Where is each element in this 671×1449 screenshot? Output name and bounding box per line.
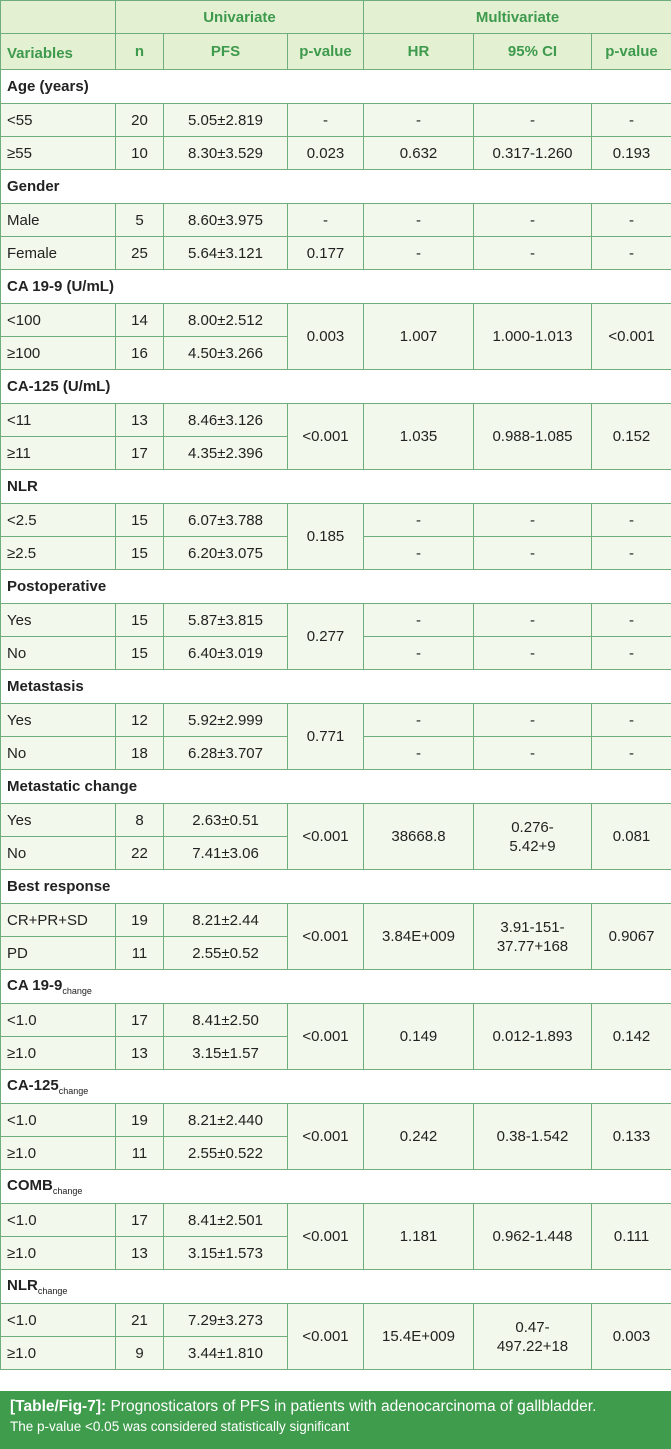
group-row <box>1 670 671 704</box>
pfs-value: 5.87±3.815 <box>164 604 288 637</box>
pvalue-multivariate: 0.133 <box>592 1104 671 1170</box>
caption-main <box>10 1397 661 1417</box>
hr-value: 15.4E+009 <box>364 1304 474 1370</box>
pfs-value: 8.21±2.440 <box>164 1104 288 1137</box>
pvalue-multivariate: - <box>592 204 671 237</box>
header-pvalue-multivariate: p-value <box>592 34 671 70</box>
pfs-value: 2.63±0.51 <box>164 804 288 837</box>
pvalue-multivariate: 0.142 <box>592 1004 671 1070</box>
group-title-text: Postoperative <box>7 578 107 595</box>
group-title <box>1 470 671 504</box>
n-value: 18 <box>116 737 164 770</box>
group-row <box>1 570 671 604</box>
n-value: 12 <box>116 704 164 737</box>
group-title <box>1 870 671 904</box>
hr-value: 1.035 <box>364 404 474 470</box>
category-label: ≥100 <box>1 337 116 370</box>
group-title <box>1 970 671 1004</box>
hr-value: 1.007 <box>364 304 474 370</box>
category-label: CR+PR+SD <box>1 904 116 937</box>
pfs-value: 4.50±3.266 <box>164 337 288 370</box>
table-row <box>1 704 671 737</box>
ci-value: - <box>474 237 592 270</box>
pvalue-univariate: <0.001 <box>288 804 364 870</box>
pvalue-univariate: 0.185 <box>288 504 364 570</box>
category-label: ≥1.0 <box>1 1337 116 1370</box>
category-label: Yes <box>1 804 116 837</box>
n-value: 20 <box>116 104 164 137</box>
ci-value: - <box>474 704 592 737</box>
table-caption <box>0 1391 671 1449</box>
caption-text: Prognosticators of PFS in patients with adenocarcinoma of gallbladder. <box>106 1398 597 1415</box>
n-value: 16 <box>116 337 164 370</box>
pvalue-univariate: <0.001 <box>288 904 364 970</box>
table-row <box>1 104 671 137</box>
n-value: 8 <box>116 804 164 837</box>
hr-value: 0.242 <box>364 1104 474 1170</box>
header-variables: Variables <box>1 34 116 70</box>
group-row <box>1 770 671 804</box>
hr-value: - <box>364 637 474 670</box>
header-95ci: 95% CI <box>474 34 592 70</box>
table-row <box>1 1004 671 1037</box>
ci-value: - <box>474 637 592 670</box>
group-title-subscript: change <box>37 1286 68 1296</box>
pvalue-multivariate: 0.003 <box>592 1304 671 1370</box>
category-label: <11 <box>1 404 116 437</box>
n-value: 9 <box>116 1337 164 1370</box>
header-pvalue-univariate: p-value <box>288 34 364 70</box>
ci-value: 0.988-1.085 <box>474 404 592 470</box>
n-value: 11 <box>116 937 164 970</box>
category-label: PD <box>1 937 116 970</box>
category-label: No <box>1 737 116 770</box>
pfs-value: 8.00±2.512 <box>164 304 288 337</box>
category-label: No <box>1 637 116 670</box>
category-label: <1.0 <box>1 1304 116 1337</box>
n-value: 13 <box>116 1237 164 1270</box>
pfs-value: 6.07±3.788 <box>164 504 288 537</box>
ci-value-line1: 0.276- <box>511 818 554 836</box>
n-value: 19 <box>116 904 164 937</box>
group-title-text: COMB <box>7 1177 53 1194</box>
ci-value-line1: 0.47- <box>515 1318 550 1336</box>
category-label: ≥1.0 <box>1 1137 116 1170</box>
caption-note: The p-value <0.05 was considered statistically significant <box>10 1419 350 1434</box>
group-row <box>1 870 671 904</box>
pvalue-multivariate: - <box>592 737 671 770</box>
group-title-text: Best response <box>7 878 111 895</box>
ci-value: - <box>474 537 592 570</box>
ci-value <box>474 1304 592 1370</box>
ci-value <box>474 904 592 970</box>
category-label: <1.0 <box>1 1204 116 1237</box>
pfs-value: 6.28±3.707 <box>164 737 288 770</box>
hr-value: 0.632 <box>364 137 474 170</box>
group-title-text: NLR <box>7 478 38 495</box>
n-value: 10 <box>116 137 164 170</box>
hr-value: 38668.8 <box>364 804 474 870</box>
group-row <box>1 1270 671 1304</box>
pfs-value: 8.41±2.501 <box>164 1204 288 1237</box>
group-title-text: NLR <box>7 1277 38 1294</box>
pfs-value: 3.15±1.573 <box>164 1237 288 1270</box>
group-title <box>1 170 671 204</box>
category-label: Male <box>1 204 116 237</box>
table-row <box>1 304 671 337</box>
group-row <box>1 270 671 304</box>
table-body <box>1 70 671 1370</box>
category-label: ≥11 <box>1 437 116 470</box>
pvalue-univariate: <0.001 <box>288 1104 364 1170</box>
hr-value: 3.84E+009 <box>364 904 474 970</box>
pvalue-univariate: 0.277 <box>288 604 364 670</box>
category-label: ≥55 <box>1 137 116 170</box>
pvalue-univariate: 0.177 <box>288 237 364 270</box>
ci-value: 0.962-1.448 <box>474 1204 592 1270</box>
ci-value-line2: 37.77+168 <box>496 937 569 955</box>
n-value: 17 <box>116 1004 164 1037</box>
pvalue-univariate: 0.023 <box>288 137 364 170</box>
pfs-value: 5.05±2.819 <box>164 104 288 137</box>
pfs-value: 6.20±3.075 <box>164 537 288 570</box>
ci-value: 0.38-1.542 <box>474 1104 592 1170</box>
ci-value: 1.000-1.013 <box>474 304 592 370</box>
pfs-value: 8.60±3.975 <box>164 204 288 237</box>
pvalue-univariate: - <box>288 104 364 137</box>
hr-value: - <box>364 737 474 770</box>
pvalue-multivariate: 0.152 <box>592 404 671 470</box>
category-label: ≥1.0 <box>1 1237 116 1270</box>
hr-value: - <box>364 504 474 537</box>
group-title <box>1 570 671 604</box>
n-value: 19 <box>116 1104 164 1137</box>
hr-value: - <box>364 104 474 137</box>
ci-value <box>474 804 592 870</box>
group-title-text: Metastatic change <box>7 778 138 795</box>
group-title <box>1 670 671 704</box>
pfs-value: 3.44±1.810 <box>164 1337 288 1370</box>
group-title-subscript: change <box>52 1186 83 1196</box>
category-label: Yes <box>1 604 116 637</box>
n-value: 15 <box>116 604 164 637</box>
ci-value-line2: 497.22+18 <box>496 1337 569 1355</box>
hr-value: - <box>364 204 474 237</box>
pvalue-multivariate: - <box>592 537 671 570</box>
ci-value: - <box>474 104 592 137</box>
category-label: ≥1.0 <box>1 1037 116 1070</box>
pfs-value: 8.30±3.529 <box>164 137 288 170</box>
pvalue-multivariate: - <box>592 637 671 670</box>
pvalue-multivariate: 0.9067 <box>592 904 671 970</box>
group-title-text: Gender <box>7 178 60 195</box>
pvalue-multivariate: 0.111 <box>592 1204 671 1270</box>
group-title-text: Metastasis <box>7 678 84 695</box>
group-title <box>1 770 671 804</box>
group-row <box>1 70 671 104</box>
n-value: 11 <box>116 1137 164 1170</box>
category-label: Yes <box>1 704 116 737</box>
pfs-value: 8.41±2.50 <box>164 1004 288 1037</box>
hr-value: 1.181 <box>364 1204 474 1270</box>
pfs-value: 5.92±2.999 <box>164 704 288 737</box>
n-value: 15 <box>116 637 164 670</box>
hr-value: 0.149 <box>364 1004 474 1070</box>
table-row <box>1 904 671 937</box>
header-n: n <box>116 34 164 70</box>
pfs-value: 7.29±3.273 <box>164 1304 288 1337</box>
table-row <box>1 804 671 837</box>
pfs-value: 7.41±3.06 <box>164 837 288 870</box>
pvalue-multivariate: - <box>592 104 671 137</box>
ci-value: 0.317-1.260 <box>474 137 592 170</box>
category-label: <55 <box>1 104 116 137</box>
hr-value: - <box>364 704 474 737</box>
hr-value: - <box>364 237 474 270</box>
group-title-text: CA-125 <box>7 1077 59 1094</box>
pvalue-multivariate: - <box>592 504 671 537</box>
table-row <box>1 404 671 437</box>
pvalue-multivariate: - <box>592 704 671 737</box>
pvalue-univariate: 0.771 <box>288 704 364 770</box>
group-title <box>1 1170 671 1204</box>
pvalue-multivariate: - <box>592 604 671 637</box>
table-row <box>1 1304 671 1337</box>
group-title-subscript: change <box>58 1086 89 1096</box>
pvalue-univariate: <0.001 <box>288 1004 364 1070</box>
group-row <box>1 1070 671 1104</box>
pvalue-univariate: <0.001 <box>288 404 364 470</box>
ci-value: - <box>474 604 592 637</box>
n-value: 15 <box>116 504 164 537</box>
n-value: 17 <box>116 1204 164 1237</box>
group-row <box>1 470 671 504</box>
group-row <box>1 970 671 1004</box>
category-label: ≥2.5 <box>1 537 116 570</box>
group-row <box>1 170 671 204</box>
pfs-value: 8.21±2.44 <box>164 904 288 937</box>
pfs-value: 3.15±1.57 <box>164 1037 288 1070</box>
n-value: 5 <box>116 204 164 237</box>
group-title <box>1 70 671 104</box>
header-univariate: Univariate <box>116 1 364 34</box>
group-title <box>1 1270 671 1304</box>
pvalue-univariate: <0.001 <box>288 1204 364 1270</box>
category-label: <1.0 <box>1 1004 116 1037</box>
table-row <box>1 237 671 270</box>
group-title <box>1 270 671 304</box>
pvalue-multivariate: <0.001 <box>592 304 671 370</box>
pvalue-univariate: <0.001 <box>288 1304 364 1370</box>
pfs-value: 5.64±3.121 <box>164 237 288 270</box>
group-title-subscript: change <box>62 986 92 996</box>
ci-value: - <box>474 737 592 770</box>
group-title-text: Age (years) <box>7 78 89 95</box>
group-title-text: CA 19-9 (U/mL) <box>7 278 114 295</box>
n-value: 25 <box>116 237 164 270</box>
hr-value: - <box>364 604 474 637</box>
header-blank <box>1 1 116 34</box>
category-label: No <box>1 837 116 870</box>
group-row <box>1 370 671 404</box>
pvalue-univariate: - <box>288 204 364 237</box>
ci-value-line2: 5.42+9 <box>509 837 556 855</box>
header-hr: HR <box>364 34 474 70</box>
category-label: <1.0 <box>1 1104 116 1137</box>
pfs-value: 6.40±3.019 <box>164 637 288 670</box>
pvalue-multivariate: 0.193 <box>592 137 671 170</box>
pfs-value: 4.35±2.396 <box>164 437 288 470</box>
ci-value: - <box>474 504 592 537</box>
n-value: 17 <box>116 437 164 470</box>
caption-label: [Table/Fig-7]: <box>10 1398 107 1415</box>
pfs-value: 8.46±3.126 <box>164 404 288 437</box>
table-row <box>1 1104 671 1137</box>
group-row <box>1 1170 671 1204</box>
table-row <box>1 1204 671 1237</box>
category-label: Female <box>1 237 116 270</box>
n-value: 14 <box>116 304 164 337</box>
pvalue-multivariate: 0.081 <box>592 804 671 870</box>
hr-value: - <box>364 537 474 570</box>
table-row <box>1 137 671 170</box>
category-label: <2.5 <box>1 504 116 537</box>
n-value: 15 <box>116 537 164 570</box>
n-value: 13 <box>116 404 164 437</box>
ci-value: 0.012-1.893 <box>474 1004 592 1070</box>
table-row <box>1 204 671 237</box>
pvalue-multivariate: - <box>592 237 671 270</box>
table-row <box>1 604 671 637</box>
group-title-text: CA-125 (U/mL) <box>7 378 111 395</box>
header-pfs: PFS <box>164 34 288 70</box>
group-title-text: CA 19-9 <box>7 977 63 994</box>
pfs-value: 2.55±0.52 <box>164 937 288 970</box>
n-value: 21 <box>116 1304 164 1337</box>
category-label: <100 <box>1 304 116 337</box>
pvalue-univariate: 0.003 <box>288 304 364 370</box>
group-title <box>1 1070 671 1104</box>
ci-value-line1: 3.91-151- <box>500 918 565 936</box>
pfs-value: 2.55±0.522 <box>164 1137 288 1170</box>
ci-value: - <box>474 204 592 237</box>
n-value: 22 <box>116 837 164 870</box>
n-value: 13 <box>116 1037 164 1070</box>
group-title <box>1 370 671 404</box>
table-row <box>1 504 671 537</box>
header-multivariate: Multivariate <box>364 1 671 34</box>
